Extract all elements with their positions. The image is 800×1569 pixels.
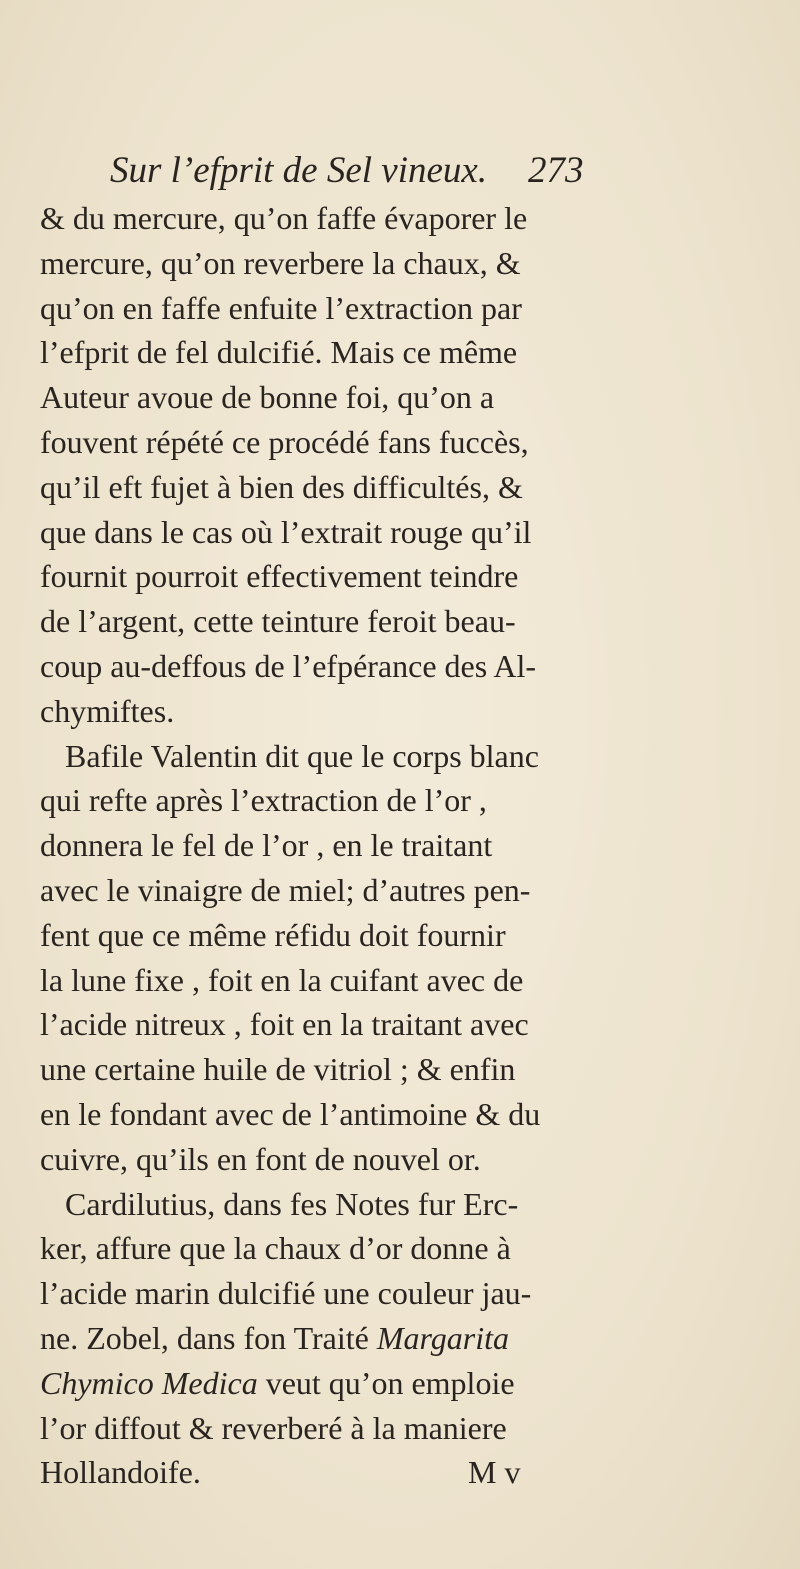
text-line-15: donnera le fel de l’or , en le traitant (40, 827, 493, 864)
text-line-22: cuivre, qu’ils en font de nouvel or. (40, 1140, 481, 1177)
text-line-27-roman: veut qu’on emploie (257, 1364, 515, 1401)
text-line-5: Auteur avoue de bonne foi, qu’on a (40, 379, 495, 416)
body-text (40, 196, 760, 1495)
text-line-14: qui refte après l’extraction de l’or , (40, 782, 487, 819)
text-line-2: mercure, qu’on reverbere la chaux, & (40, 244, 521, 281)
text-line-13: Bafile Valentin dit que le corps blanc (65, 737, 539, 774)
text-line-19: l’acide nitreux , foit en la traitant avec (40, 1006, 529, 1043)
italic-title-chymico-medica: Chymico Medica (40, 1364, 258, 1401)
text-line-21: en le fondant avec de l’antimoine & du (40, 1095, 541, 1132)
text-line-1: & du mercure, qu’on faffe évaporer le (40, 200, 528, 236)
text-line-10: de l’argent, cette teinture feroit beau- (40, 603, 516, 640)
text-line-20: une certaine huile de vitriol ; & enfin (40, 1051, 516, 1088)
text-line-9: fournit pourroit effectivement teindre (40, 558, 519, 595)
text-line-4: l’efprit de fel dulcifié. Mais ce même (40, 334, 518, 371)
text-line-16: avec le vinaigre de miel; d’autres pen- (40, 871, 531, 908)
text-line-29 (40, 1450, 760, 1495)
text-line-25: l’acide marin dulcifié une couleur jau- (40, 1275, 532, 1312)
text-line-3: qu’on en faffe enfuite l’extraction par (40, 289, 522, 326)
text-line-8: que dans le cas où l’extrait rouge qu’il (40, 513, 532, 550)
running-head: Sur l’efprit de Sel vineux. (110, 150, 488, 191)
text-line-24: ker, affure que la chaux d’or donne à (40, 1230, 511, 1267)
text-line-17: fent que ce même réfidu doit fournir (40, 916, 506, 953)
text-line-18: la lune fixe , foit en la cuifant avec de (40, 961, 524, 998)
text-line-26 (40, 1316, 760, 1361)
text-line-29-word: Hollandoife. (40, 1454, 201, 1491)
text-line-28: l’or diffout & reverberé à la maniere (40, 1409, 507, 1446)
text-line-6: fouvent répété ce procédé fans fuccès, (40, 423, 529, 460)
text-line-12: chymiftes. (40, 692, 175, 729)
text-line-11: coup au-deffous de l’efpérance des Al- (40, 647, 537, 684)
italic-title-margarita: Margarita (376, 1319, 509, 1356)
page-number: 273 (528, 150, 584, 191)
text-line-27 (40, 1361, 760, 1406)
text-line-7: qu’il eft fujet à bien des difficultés, & (40, 468, 523, 505)
text-line-26-roman: ne. Zobel, dans fon Traité (40, 1319, 369, 1356)
signature-mark: M v (468, 1454, 521, 1491)
text-line-23: Cardilutius, dans fes Notes fur Erc- (65, 1185, 519, 1222)
